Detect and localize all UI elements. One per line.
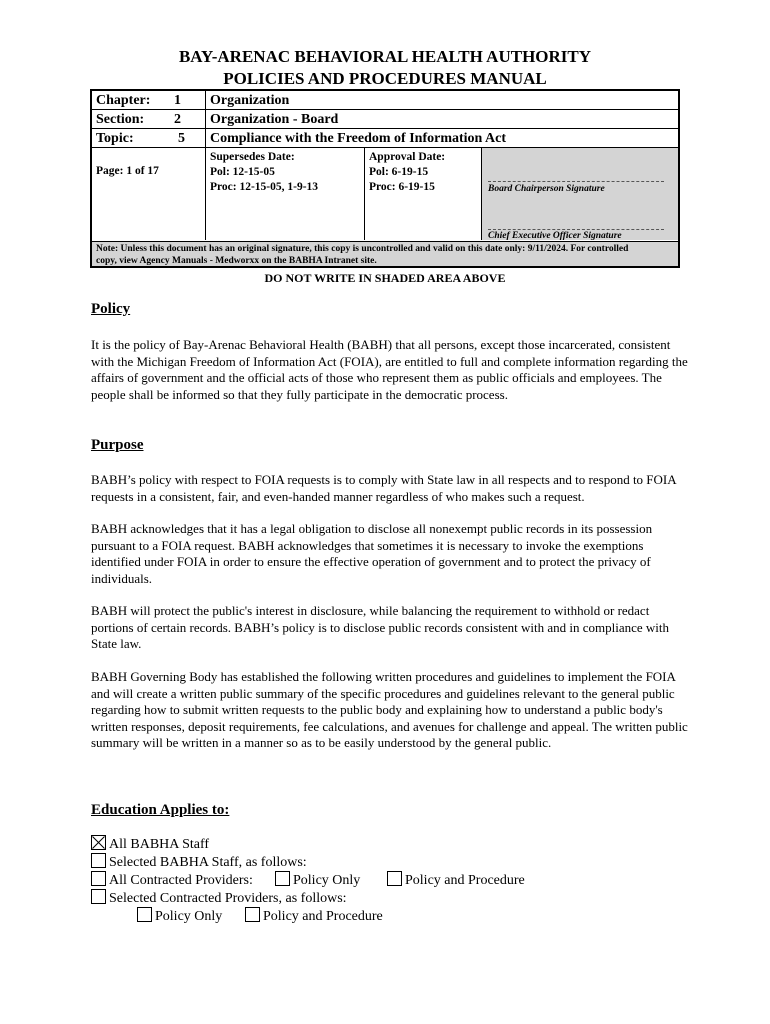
all-contracted-policy-procedure-label: Policy and Procedure [405, 873, 525, 888]
all-contracted-policy-procedure-checkbox[interactable] [387, 871, 402, 886]
purpose-paragraph-3: BABH will protect the public's interest in disclosure, while balancing the requirement to withhold or redact portions of certain records. BABH’s policy is to disclose public records consistent with and in compliance with State law. [91, 603, 670, 651]
all-contracted-label: All Contracted Providers: [109, 873, 253, 888]
document-title: BAY-ARENAC BEHAVIORAL HEALTH AUTHORITY [178, 47, 592, 66]
purpose-heading: Purpose [91, 437, 144, 453]
ceo-signature-label: Chief Executive Officer Signature [488, 231, 622, 241]
topic-value: Compliance with the Freedom of Information Act [210, 131, 507, 146]
all-staff-label: All BABHA Staff [109, 837, 210, 852]
approval-policy-date: Pol: 6-19-15 [369, 166, 429, 178]
supersedes-procedure-date: Proc: 12-15-05, 1-9-13 [210, 181, 319, 193]
do-not-write-notice: DO NOT WRITE IN SHADED AREA ABOVE [264, 271, 506, 285]
document-subtitle: POLICIES AND PROCEDURES MANUAL [223, 69, 547, 88]
chapter-number: 1 [174, 93, 181, 108]
approval-label: Approval Date: [369, 151, 446, 163]
shaded-signature-area [482, 148, 678, 240]
selected-contracted-policy-only-label: Policy Only [155, 909, 223, 924]
option-all-contracted[interactable] [91, 871, 253, 890]
ceo-signature-line [488, 229, 664, 230]
selected-contracted-policy-procedure-option[interactable] [245, 907, 383, 926]
selected-contracted-policy-procedure-checkbox[interactable] [245, 907, 260, 922]
chapter-value: Organization [210, 93, 290, 108]
section-number: 2 [174, 112, 181, 127]
chapter-label: Chapter: [96, 93, 151, 108]
purpose-paragraph-2: BABH acknowledges that it has a legal obligation to disclose all nonexempt public records in its possession pursuant to a FOIA request. BABH acknowledges that sometimes it is necessary to invoke the exemptions identified under FOIA in order to ensure the effective operation of government and to protect the privacy of individuals. [91, 521, 653, 586]
all-contracted-checkbox[interactable] [91, 871, 106, 886]
selected-contracted-label: Selected Contracted Providers, as follows: [109, 891, 347, 906]
all-contracted-policy-procedure-option[interactable] [387, 871, 525, 890]
all-staff-checkbox[interactable] [91, 835, 106, 850]
supersedes-label: Supersedes Date: [210, 151, 295, 163]
topic-label: Topic: [96, 131, 134, 146]
section-label: Section: [96, 112, 145, 127]
section-value: Organization - Board [210, 112, 339, 127]
selected-contracted-policy-procedure-label: Policy and Procedure [263, 909, 383, 924]
all-contracted-policy-only-label: Policy Only [293, 873, 361, 888]
purpose-paragraph-4: BABH Governing Body has established the following written procedures and guidelines to implement the FOIA and will create a written public summary of the specific procedures and guidelines relevant to the general public regarding how to submit written requests to the public body and explaining how to understand a public body's written responses, deposit requirements, fee calculations, and avenues for challenge and appeal. The written public summary will be written in a manner so as to be easily understood by the general public. [91, 669, 688, 750]
selected-contracted-checkbox[interactable] [91, 889, 106, 904]
board-signature-label: Board Chairperson Signature [488, 184, 605, 194]
all-contracted-policy-only-checkbox[interactable] [275, 871, 290, 886]
topic-number: 5 [178, 131, 185, 146]
selected-contracted-policy-only-checkbox[interactable] [137, 907, 152, 922]
option-selected-contracted[interactable] [91, 889, 347, 908]
policy-heading: Policy [91, 301, 131, 317]
uncontrolled-copy-note-line1: Note: Unless this document has an original signature, this copy is uncontrolled and valid on this date only: 9/11/2024. For controlled [96, 244, 629, 254]
selected-staff-checkbox[interactable] [91, 853, 106, 868]
purpose-paragraph-1: BABH’s policy with respect to FOIA requests is to comply with State law in all respects and to respond to FOIA requests in a consistent, fair, and even-handed manner regardless of who makes such a request. [91, 472, 676, 504]
board-signature-line [488, 181, 664, 182]
selected-contracted-policy-only-option[interactable] [137, 907, 222, 926]
all-contracted-policy-only-option[interactable] [275, 871, 360, 890]
policy-info-table [90, 89, 680, 268]
page-count: Page: 1 of 17 [96, 165, 159, 177]
option-all-staff[interactable] [91, 835, 209, 854]
supersedes-policy-date: Pol: 12-15-05 [210, 166, 275, 178]
approval-procedure-date: Proc: 6-19-15 [369, 181, 435, 193]
option-selected-staff[interactable] [91, 853, 307, 872]
selected-staff-label: Selected BABHA Staff, as follows: [109, 855, 307, 870]
education-heading: Education Applies to: [91, 802, 230, 818]
uncontrolled-copy-note-line2: copy, view Agency Manuals - Medworxx on the BABHA Intranet site. [96, 256, 377, 266]
policy-text: It is the policy of Bay-Arenac Behavioral Health (BABH) that all persons, except those incarcerated, consistent with the Michigan Freedom of Information Act (FOIA), are entitled to full and complete information regarding the affairs of government and the official acts of those who represent them as public officials and employees. The people shall be informed so that they fully participate in the democratic process. [91, 337, 688, 402]
